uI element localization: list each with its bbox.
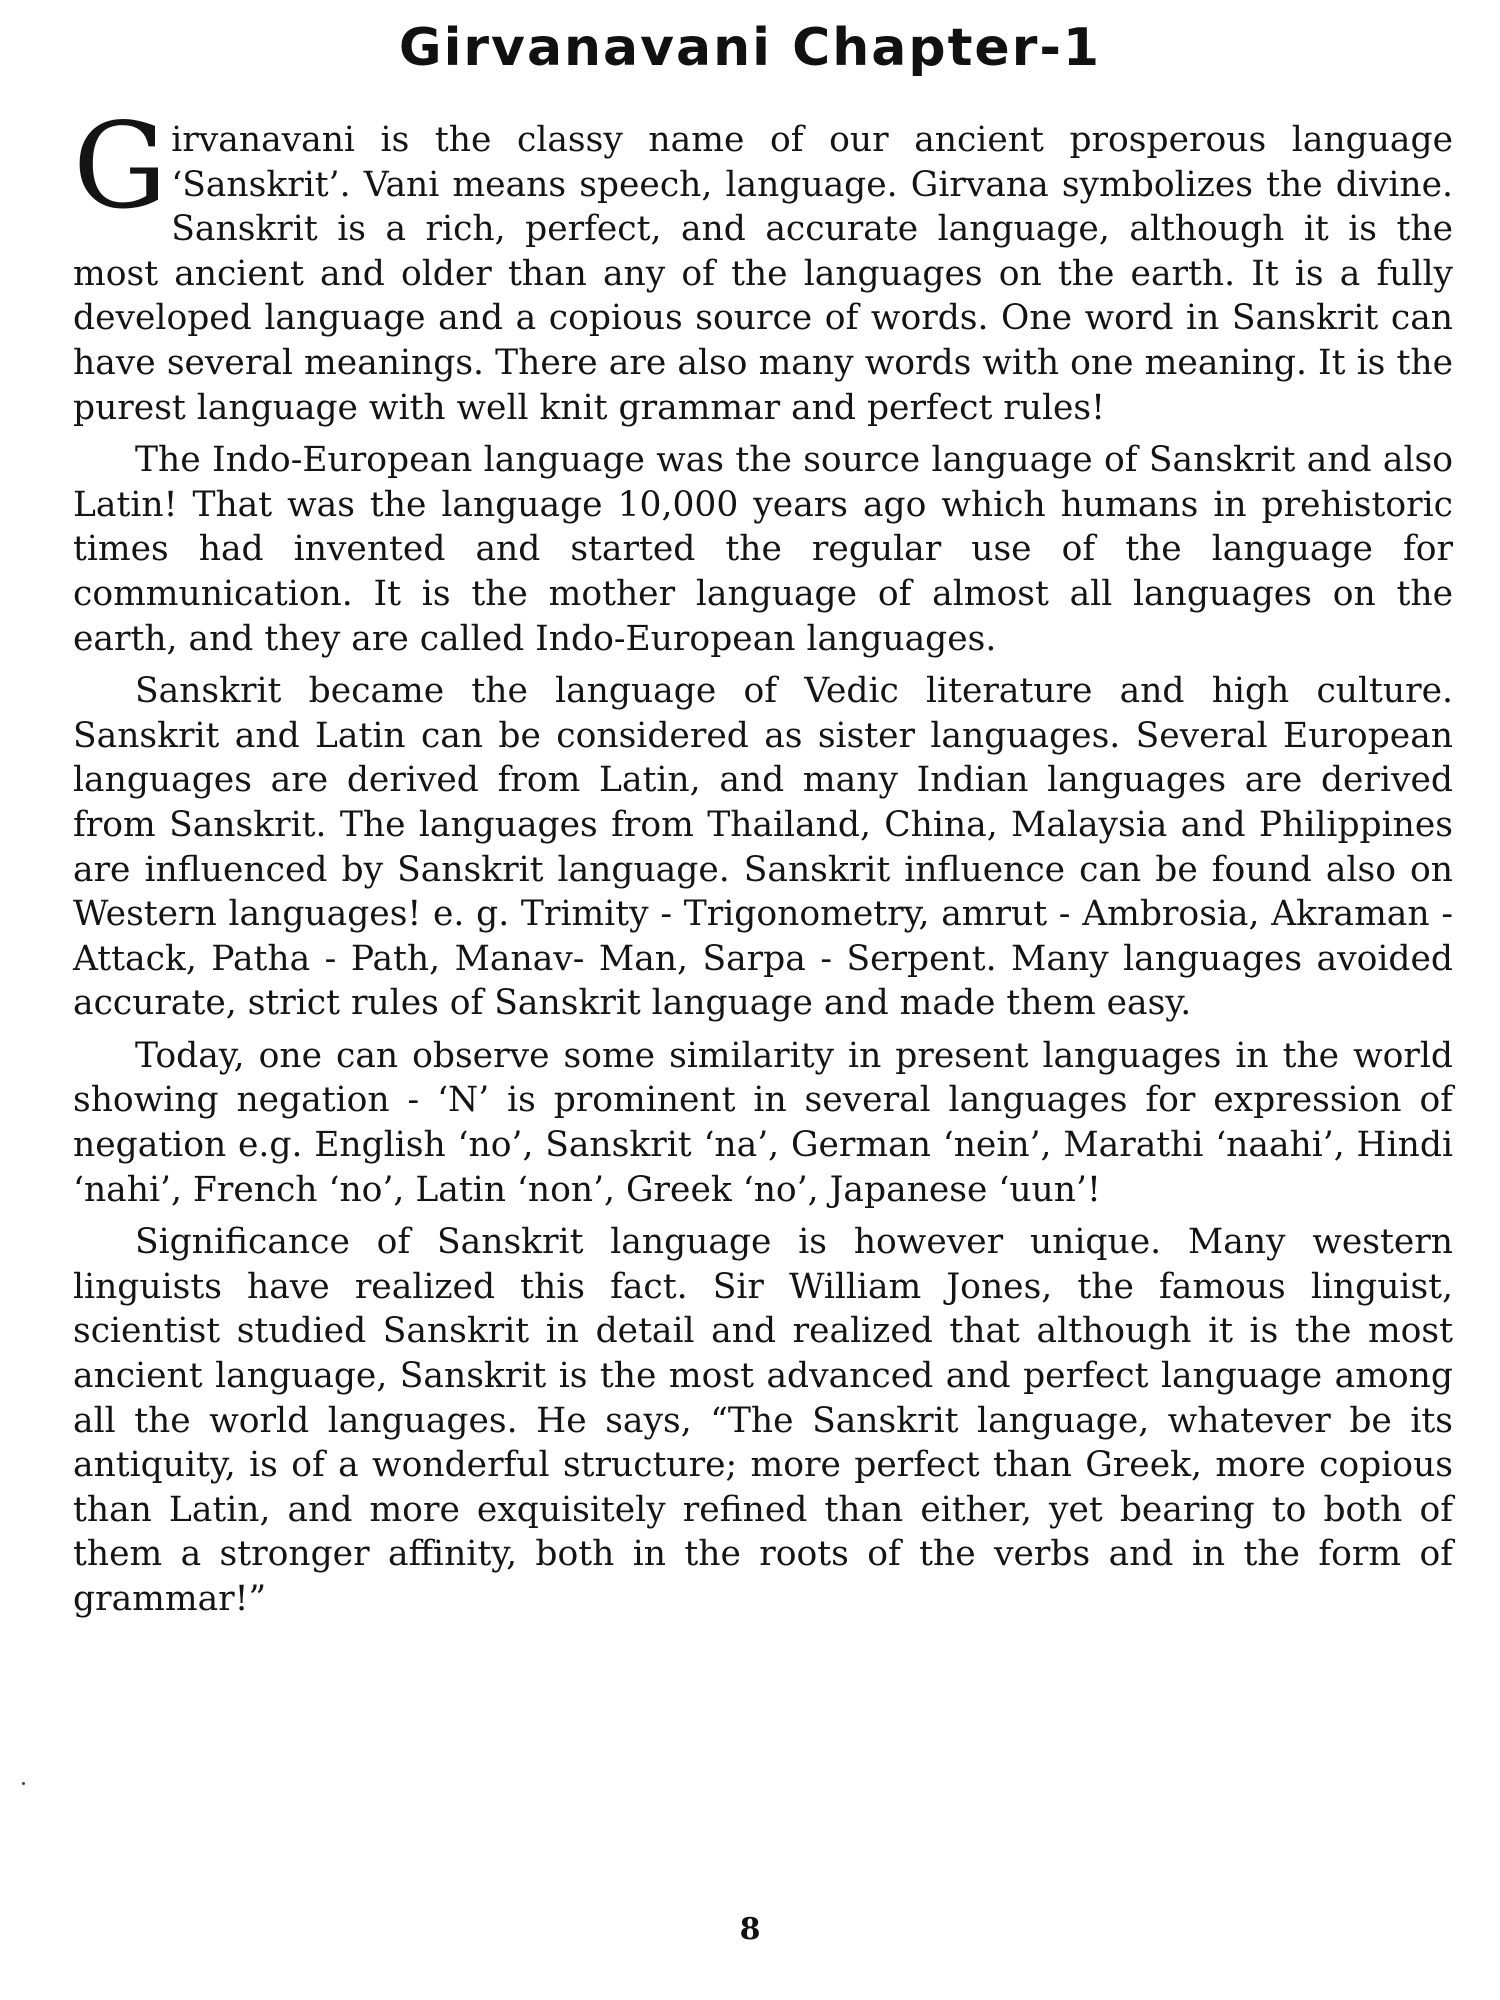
chapter-body (73, 97, 1453, 1630)
paragraph-5: Significance of Sanskrit language is however unique. Many western linguists have realized this fact. Sir William Jones, the famous linguist, scientist studied Sanskrit in detail and realized that although it is the most ancient language, Sanskrit is the most advanced and perfect language among all the world languages. He says, “The Sanskrit language, whatever be its antiquity, is of a wonderful structure; more perfect than Greek, more copious than Latin, and more exquisitely refined than either, yet bearing to both of them a stronger affinity, both in the roots of the verbs and in the form of grammar!” (73, 1222, 1453, 1619)
page-number: 8 (739, 1912, 761, 1947)
paragraph-3: Sanskrit became the language of Vedic literature and high culture. Sanskrit and Latin can be considered as sister languages. Several European languages are derived from Latin, and many Indian languages are derived from Sanskrit. The languages from Thailand, China, Malaysia and Philippines are influenced by Sanskrit language. Sanskrit influence can be found also on Western languages! e. g. Trimity - Trigonometry, amrut - Ambrosia, Akraman - Attack, Patha - Path, Manav- Man, Sarpa - Serpent. Many languages avoided accurate, strict rules of Sanskrit language and made them easy. (73, 671, 1453, 1024)
paragraph-1 (73, 97, 1453, 430)
scan-speck (22, 1782, 25, 1785)
paragraph-2: The Indo-European language was the source language of Sanskrit and also Latin! That was the language 10,000 years ago which humans in prehistoric times had invented and started the regular use of the language for communication. It is the mother language of almost all languages on the earth, and they are called Indo-European languages. (73, 440, 1453, 659)
drop-cap-letter: G (73, 97, 168, 235)
chapter-title: Girvanavani Chapter-1 (398, 18, 1102, 78)
paragraph-1-text: irvanavani is the classy name of our ancient prosperous language ‘Sanskrit’. Vani means speech, language. Girvana symbolizes the divine. Sanskrit is a rich, perfect, and accurate language, although it is the most ancient and older than any of the languages on the earth. It is a fully developed language and a copious source of words. One word in Sanskrit can have several meanings. There are also many words with one meaning. It is the purest language with well knit grammar and perfect rules! (73, 120, 1453, 428)
paragraph-4: Today, one can observe some similarity in present languages in the world showing negation - ‘N’ is prominent in several languages for expression of negation e.g. English ‘no’, Sanskrit ‘na’, German ‘nein’, Marathi ‘naahi’, Hindi ‘nahi’, French ‘no’, Latin ‘non’, Greek ‘no’, Japanese ‘uun’! (73, 1035, 1453, 1210)
